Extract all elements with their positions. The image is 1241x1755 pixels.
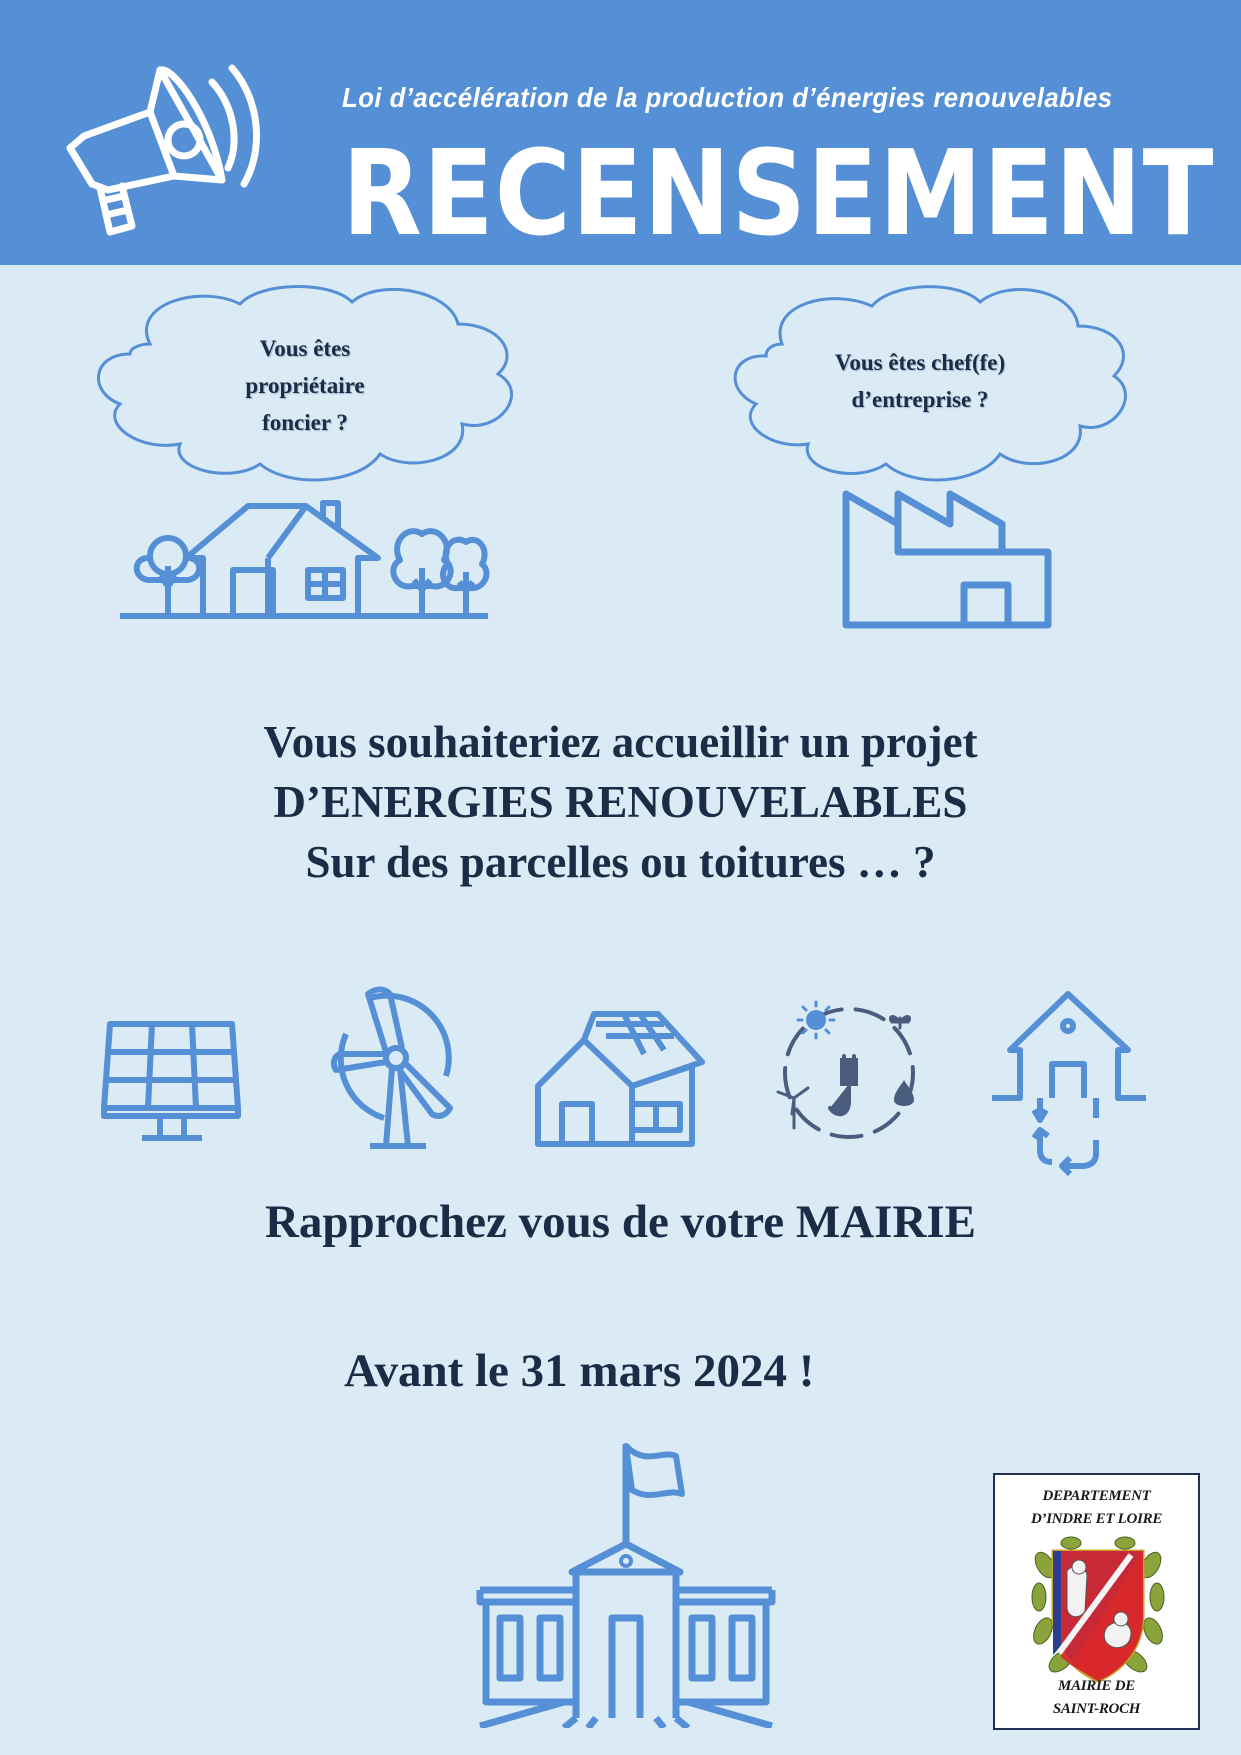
page-title: RECENSEMENT xyxy=(342,124,1215,262)
header-subtitle: Loi d’accélération de la production d’énergies renouvelables xyxy=(342,82,1113,113)
coat-of-arms-icon xyxy=(1031,1535,1165,1685)
cloud-left-line: Vous êtes xyxy=(259,336,351,361)
crest-bottom-line: MAIRIE DE xyxy=(1058,1678,1135,1694)
main-question-line: Sur des parcelles ou toitures … ? xyxy=(305,837,936,887)
deadline: Avant le 31 mars 2024 ! xyxy=(344,1345,815,1397)
cloud-right-line: d’entreprise ? xyxy=(851,387,989,412)
cloud-left-text xyxy=(190,330,420,441)
geothermal-house-icon xyxy=(990,990,1150,1176)
call-to-action: Rapprochez vous de votre MAIRIE xyxy=(264,1196,977,1248)
main-question-line: Vous souhaiteriez accueillir un projet xyxy=(263,717,978,767)
header-banner xyxy=(0,0,1241,265)
cloud-left-line: propriétaire xyxy=(245,373,365,398)
crest-bottom-line: SAINT-ROCH xyxy=(1052,1701,1141,1717)
main-question-line: D’ENERGIES RENOUVELABLES xyxy=(273,777,968,827)
energy-cycle-icon xyxy=(764,998,934,1148)
wind-turbine-icon xyxy=(326,986,454,1154)
factory-icon xyxy=(842,490,1052,630)
cloud-right-text xyxy=(775,344,1065,418)
house-trees-icon xyxy=(118,498,494,623)
crest-top-line: D’INDRE ET LOIRE xyxy=(1030,1511,1163,1527)
solar-panel-icon xyxy=(100,1020,242,1142)
municipal-crest xyxy=(993,1473,1200,1730)
main-question xyxy=(0,712,1241,892)
solar-roof-house-icon xyxy=(534,1010,706,1150)
cloud-right-line: Vous êtes chef(fe) xyxy=(834,350,1006,375)
town-hall-icon xyxy=(476,1440,776,1728)
crest-top-line: DEPARTEMENT xyxy=(1042,1488,1151,1504)
megaphone-icon xyxy=(62,50,277,245)
cloud-left-line: foncier ? xyxy=(262,410,348,435)
